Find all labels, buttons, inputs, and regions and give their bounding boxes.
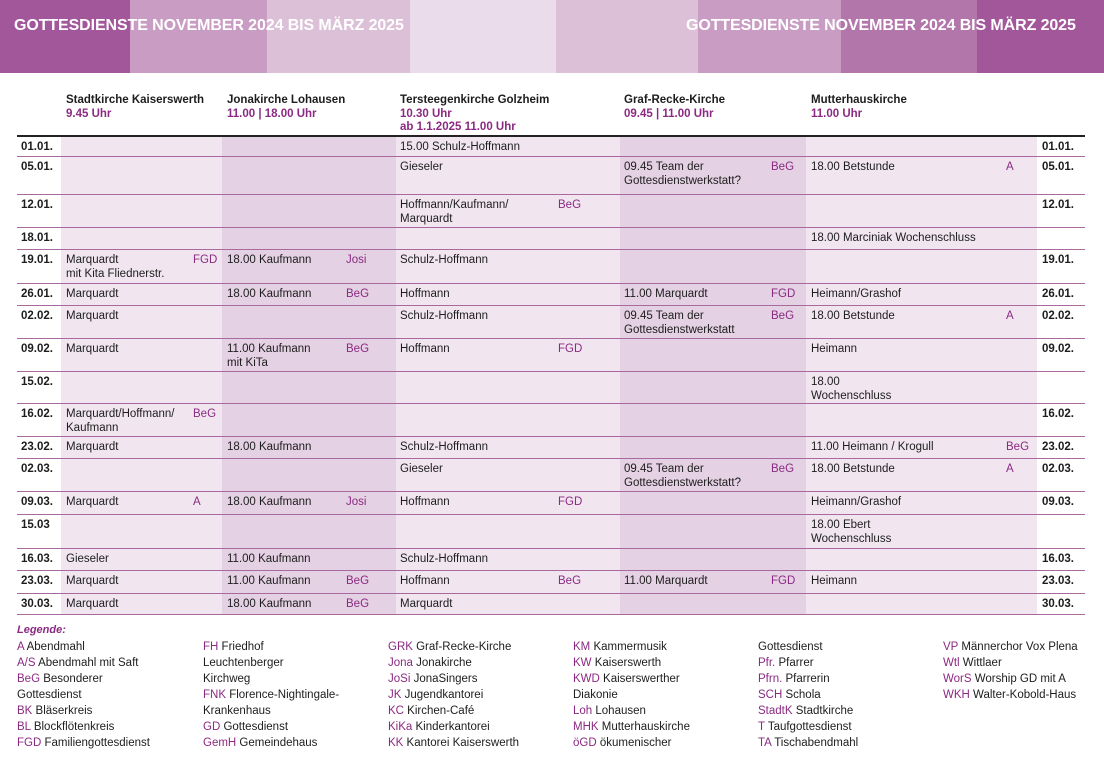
column-header-tersteegenkirche [400, 94, 549, 135]
legend-text: Bläserkreis [32, 705, 93, 717]
legend-entry [17, 735, 150, 751]
legend-abbr: BeG [17, 673, 41, 685]
service-tag: A [1006, 310, 1014, 322]
row-date-right: 02.02. [1042, 310, 1074, 322]
service-tag: BeG [346, 343, 370, 355]
cell-c5: Heimann/Grashof [811, 496, 902, 508]
cell-c2: 11.00 Kaufmann [227, 575, 311, 587]
column-time-note: ab 1.1.2025 11.00 Uhr [400, 121, 516, 133]
table-row [17, 404, 1085, 437]
legend-text: Kinderkantorei [412, 721, 490, 733]
legend-entry [203, 671, 339, 687]
legend-abbr: A [17, 641, 25, 653]
legend-abbr: KM [573, 641, 591, 653]
cell-c1: Marquardt [66, 598, 119, 610]
column-name: Jonakirche Lohausen [227, 94, 346, 106]
legend-abbr: Jona [388, 657, 413, 669]
legend-text: Gottesdienst [17, 689, 82, 701]
cell-c1: Marquardt [66, 441, 119, 453]
service-tag: BeG [558, 199, 582, 211]
legend-entry [388, 655, 519, 671]
column-time: 09.45 | 11.00 Uhr [624, 107, 714, 120]
legend-entry [573, 655, 690, 671]
legend-text: Kammermusik [590, 641, 667, 653]
legend-entry [17, 655, 150, 671]
row-date: 23.02. [21, 441, 53, 453]
legend-text: Pfarrerin [782, 673, 830, 685]
cell-c5: 18.00 Betstunde [811, 463, 895, 475]
cell-c5: 18.00 Wochenschluss [811, 376, 892, 402]
column-time: 10.30 Uhr [400, 107, 452, 120]
cell-c2: 18.00 Kaufmann [227, 441, 312, 453]
row-date: 15.02. [21, 376, 53, 388]
legend-entry [758, 671, 858, 687]
legend-entry [573, 687, 690, 703]
legend-entry [203, 703, 339, 719]
legend-text: Abendmahl mit Saft [35, 657, 139, 669]
column-header-stadtkirche [66, 94, 204, 121]
page-title-left: GOTTESDIENSTE NOVEMBER 2024 BIS MÄRZ 2025 [14, 17, 404, 34]
legend-text: Männerchor Vox Plena [958, 641, 1078, 653]
legend-entry [758, 719, 858, 735]
legend-abbr: Pfrn. [758, 673, 783, 685]
legend-text: Schola [782, 689, 821, 701]
row-date-right: 16.03. [1042, 553, 1074, 565]
service-tag: BeG [1006, 441, 1030, 453]
table-row [17, 284, 1085, 306]
band-segment [977, 0, 1104, 73]
cell-c3: 15.00 Schulz-Hoffmann [400, 141, 520, 153]
cell-c2: 18.00 Kaufmann [227, 598, 312, 610]
legend-title: Legende: [17, 624, 66, 636]
legend-text: Kirchen-Café [403, 705, 475, 717]
service-tag: A [1006, 161, 1014, 173]
legend-entry [203, 719, 339, 735]
cell-c4: 11.00 Marquardt [624, 288, 708, 300]
legend-entry [943, 671, 1078, 687]
cell-c5: 18.00 Betstunde [811, 310, 895, 322]
row-date-right: 01.01. [1042, 141, 1074, 153]
legend-entry [388, 703, 519, 719]
legend-text: Gottesdienst [220, 721, 289, 733]
row-date: 12.01. [21, 199, 53, 211]
band-segment [267, 0, 410, 73]
table-row [17, 195, 1085, 228]
legend-text: Tischabendmahl [771, 737, 859, 749]
service-tag: FGD [558, 496, 583, 508]
row-date-right: 12.01. [1042, 199, 1074, 211]
legend-entry [943, 687, 1078, 703]
legend-entry [17, 671, 150, 687]
row-date-right: 16.02. [1042, 408, 1074, 420]
band-segment [556, 0, 698, 73]
legend-entry [758, 703, 858, 719]
legend-entry [17, 703, 150, 719]
legend-entry [573, 719, 690, 735]
legend-text: Stadtkirche [792, 705, 854, 717]
legend-text: Florence-Nightingale- [226, 689, 340, 701]
column-header-jonakirche [227, 94, 345, 121]
column-name: Tersteegenkirche Golzheim [400, 94, 550, 106]
service-tag: FGD [193, 254, 218, 266]
cell-c2: 18.00 Kaufmann [227, 496, 312, 508]
column-time: 9.45 Uhr [66, 107, 112, 120]
service-tag: BeG [771, 463, 795, 475]
legend-abbr: öGD [573, 737, 597, 749]
legend-column [388, 639, 519, 751]
cell-c3: Hoffmann [400, 343, 450, 355]
table-row [17, 250, 1085, 284]
legend-text: Jugendkantorei [401, 689, 484, 701]
row-date-right: 09.03. [1042, 496, 1074, 508]
service-tag: BeG [346, 598, 370, 610]
row-date: 15.03 [21, 519, 50, 531]
cell-c1: Marquardt/Hoffmann/ Kaufmann [66, 408, 175, 434]
legend-text: Lohausen [592, 705, 646, 717]
legend-abbr: TA [758, 737, 772, 749]
legend-column [203, 639, 339, 751]
cell-c2: 18.00 Kaufmann [227, 254, 312, 266]
cell-c5: Heimann [811, 343, 858, 355]
legend-abbr: VP [943, 641, 959, 653]
service-tag: Josi [346, 254, 367, 266]
cell-c1: Marquardt mit Kita Fliednerstr. [66, 254, 165, 280]
cell-c1: Marquardt [66, 288, 119, 300]
cell-c3: Hoffmann [400, 496, 450, 508]
row-date: 02.02. [21, 310, 53, 322]
legend-entry [758, 639, 858, 655]
legend-abbr: Loh [573, 705, 593, 717]
legend-column [17, 639, 150, 751]
row-date: 19.01. [21, 254, 53, 266]
legend-entry [758, 735, 858, 751]
service-tag: BeG [558, 575, 582, 587]
cell-c3: Marquardt [400, 598, 453, 610]
cell-c1: Marquardt [66, 575, 119, 587]
header-band [0, 0, 1104, 73]
service-tag: BeG [346, 288, 370, 300]
column-time: 11.00 | 18.00 Uhr [227, 107, 317, 120]
legend-abbr: FNK [203, 689, 226, 701]
legend-entry [943, 655, 1078, 671]
service-tag: FGD [771, 288, 796, 300]
cell-c1: Marquardt [66, 343, 119, 355]
cell-c3: Schulz-Hoffmann [400, 553, 488, 565]
cell-c1: Marquardt [66, 310, 119, 322]
legend-entry [388, 639, 519, 655]
legend-text: Taufgottesdienst [764, 721, 852, 733]
legend-abbr: KK [388, 737, 404, 749]
row-date: 16.03. [21, 553, 53, 565]
service-tag: Josi [346, 496, 367, 508]
legend-text: Mutterhauskirche [598, 721, 690, 733]
cell-c3: Schulz-Hoffmann [400, 254, 488, 266]
row-date-right: 30.03. [1042, 598, 1074, 610]
legend-abbr: JoSi [388, 673, 411, 685]
cell-c3: Hoffmann [400, 288, 450, 300]
column-name: Mutterhauskirche [811, 94, 907, 106]
legend-abbr: FH [203, 641, 219, 653]
legend-text: Worship GD mit A [971, 673, 1066, 685]
legend-text: Leuchtenberger [203, 657, 284, 669]
legend-entry [388, 671, 519, 687]
table-row [17, 137, 1085, 157]
legend-entry [17, 639, 150, 655]
legend-column [943, 639, 1078, 703]
band-segment [410, 0, 556, 73]
legend-text: Walter-Kobold-Haus [969, 689, 1077, 701]
cell-c5: 18.00 Marciniak Wochenschluss [811, 232, 976, 244]
legend-text: Besonderer [40, 673, 103, 685]
cell-c5: 18.00 Betstunde [811, 161, 895, 173]
row-date: 09.02. [21, 343, 53, 355]
service-tag: BeG [346, 575, 370, 587]
row-date-right: 09.02. [1042, 343, 1074, 355]
legend-column [573, 639, 690, 751]
legend-abbr: StadtK [758, 705, 793, 717]
cell-c3: Gieseler [400, 463, 443, 475]
column-time: 11.00 Uhr [811, 107, 863, 120]
legend-abbr: Pfr. [758, 657, 776, 669]
legend-entry [388, 719, 519, 735]
row-date: 30.03. [21, 598, 53, 610]
cell-c2: 11.00 Kaufmann [227, 553, 311, 565]
band-segment [841, 0, 977, 73]
legend-text: Kaiserswerth [591, 657, 662, 669]
service-tag: BeG [771, 310, 795, 322]
legend-entry [388, 735, 519, 751]
legend-abbr: A/S [17, 657, 36, 669]
table-row [17, 228, 1085, 250]
legend-entry [17, 687, 150, 703]
legend-abbr: T [758, 721, 765, 733]
legend-entry [17, 719, 150, 735]
cell-c2: 18.00 Kaufmann [227, 288, 312, 300]
service-tag: BeG [771, 161, 795, 173]
row-date-right: 05.01. [1042, 161, 1074, 173]
cell-c1: Gieseler [66, 553, 109, 565]
column-header-mutterhauskirche [811, 94, 907, 121]
cell-c4: 09.45 Team der Gottesdienstwerkstatt? [624, 161, 741, 187]
row-date: 09.03. [21, 496, 53, 508]
legend-abbr: GemH [203, 737, 237, 749]
column-name: Stadtkirche Kaiserswerth [66, 94, 205, 106]
legend-abbr: FGD [17, 737, 42, 749]
legend-entry [203, 655, 339, 671]
row-date: 16.02. [21, 408, 53, 420]
table-row [17, 437, 1085, 459]
table-row [17, 549, 1085, 571]
cell-c5: 18.00 Ebert Wochenschluss [811, 519, 892, 545]
row-date-right: 23.02. [1042, 441, 1074, 453]
legend-entry [758, 687, 858, 703]
row-date: 05.01. [21, 161, 53, 173]
cell-c5: Heimann/Grashof [811, 288, 902, 300]
legend-abbr: JK [388, 689, 402, 701]
cell-c4: 11.00 Marquardt [624, 575, 708, 587]
legend-text: Gemeindehaus [236, 737, 318, 749]
cell-c3: Gieseler [400, 161, 443, 173]
service-tag: A [1006, 463, 1014, 475]
legend-text: Diakonie [573, 689, 618, 701]
legend-abbr: KWD [573, 673, 600, 685]
legend-abbr: MHK [573, 721, 599, 733]
legend-abbr: BK [17, 705, 33, 717]
table-row [17, 339, 1085, 372]
legend-entry [573, 703, 690, 719]
cell-c4: 09.45 Team der Gottesdienstwerkstatt? [624, 463, 741, 489]
legend-text: ökumenischer [596, 737, 672, 749]
legend-text: Abendmahl [24, 641, 85, 653]
legend-text: Familiengottesdienst [41, 737, 150, 749]
legend-abbr: KiKa [388, 721, 413, 733]
page-title-right: GOTTESDIENSTE NOVEMBER 2024 BIS MÄRZ 2025 [686, 17, 1076, 34]
column-header-graf-recke [624, 94, 725, 121]
legend-abbr: BL [17, 721, 31, 733]
legend-text: Kantorei Kaiserswerth [403, 737, 520, 749]
cell-c1: Marquardt [66, 496, 119, 508]
legend-text: Kaiserswerther [599, 673, 680, 685]
cell-c3: Hoffmann [400, 575, 450, 587]
row-date: 02.03. [21, 463, 53, 475]
column-name: Graf-Recke-Kirche [624, 94, 725, 106]
legend-column [758, 639, 858, 751]
legend-text: Jonakirche [412, 657, 472, 669]
band-segment [130, 0, 267, 73]
table-row [17, 157, 1085, 195]
legend-abbr: WorS [943, 673, 972, 685]
legend-entry [203, 735, 339, 751]
band-segment [0, 0, 130, 73]
cell-c3: Hoffmann/Kaufmann/ Marquardt [400, 199, 509, 225]
legend-text: Pfarrer [775, 657, 814, 669]
legend-abbr: KC [388, 705, 404, 717]
legend-abbr: GD [203, 721, 221, 733]
legend-text: Wittlaer [959, 657, 1002, 669]
legend-text: Gottesdienst [758, 641, 823, 653]
table-row [17, 372, 1085, 404]
legend-abbr: Wtl [943, 657, 960, 669]
legend-entry [573, 639, 690, 655]
cell-c2: 11.00 Kaufmann mit KiTa [227, 343, 311, 369]
legend-entry [943, 639, 1078, 655]
row-date: 26.01. [21, 288, 53, 300]
row-date-right: 26.01. [1042, 288, 1074, 300]
row-date-right: 02.03. [1042, 463, 1074, 475]
legend-abbr: GRK [388, 641, 413, 653]
legend-text: JonaSingers [410, 673, 478, 685]
cell-c5: 11.00 Heimann / Krogull [811, 441, 934, 453]
table-row [17, 492, 1085, 515]
legend-text: Graf-Recke-Kirche [412, 641, 512, 653]
band-segment [698, 0, 841, 73]
legend-text: Friedhof [218, 641, 264, 653]
legend-text: Krankenhaus [203, 705, 271, 717]
legend-entry [388, 687, 519, 703]
legend-text: Kirchweg [203, 673, 251, 685]
cell-c3: Schulz-Hoffmann [400, 310, 488, 322]
table-row [17, 571, 1085, 594]
legend-entry [573, 671, 690, 687]
row-date: 18.01. [21, 232, 53, 244]
legend-entry [758, 655, 858, 671]
cell-c5: Heimann [811, 575, 858, 587]
legend-abbr: SCH [758, 689, 783, 701]
row-date: 23.03. [21, 575, 53, 587]
legend-entry [573, 735, 690, 751]
table-row [17, 594, 1085, 615]
legend-text: Blockflötenkreis [30, 721, 115, 733]
service-tag: FGD [771, 575, 796, 587]
table-row [17, 306, 1085, 339]
legend-abbr: KW [573, 657, 592, 669]
table-row [17, 515, 1085, 549]
cell-c3: Schulz-Hoffmann [400, 441, 488, 453]
legend-entry [203, 639, 339, 655]
row-date-right: 23.03. [1042, 575, 1074, 587]
legend-abbr: WKH [943, 689, 970, 701]
legend-entry [203, 687, 339, 703]
row-date: 01.01. [21, 141, 53, 153]
row-date-right: 19.01. [1042, 254, 1074, 266]
table-row [17, 459, 1085, 492]
service-tag: BeG [193, 408, 217, 420]
service-tag: FGD [558, 343, 583, 355]
cell-c4: 09.45 Team der Gottesdienstwerkstatt [624, 310, 735, 336]
service-tag: A [193, 496, 201, 508]
